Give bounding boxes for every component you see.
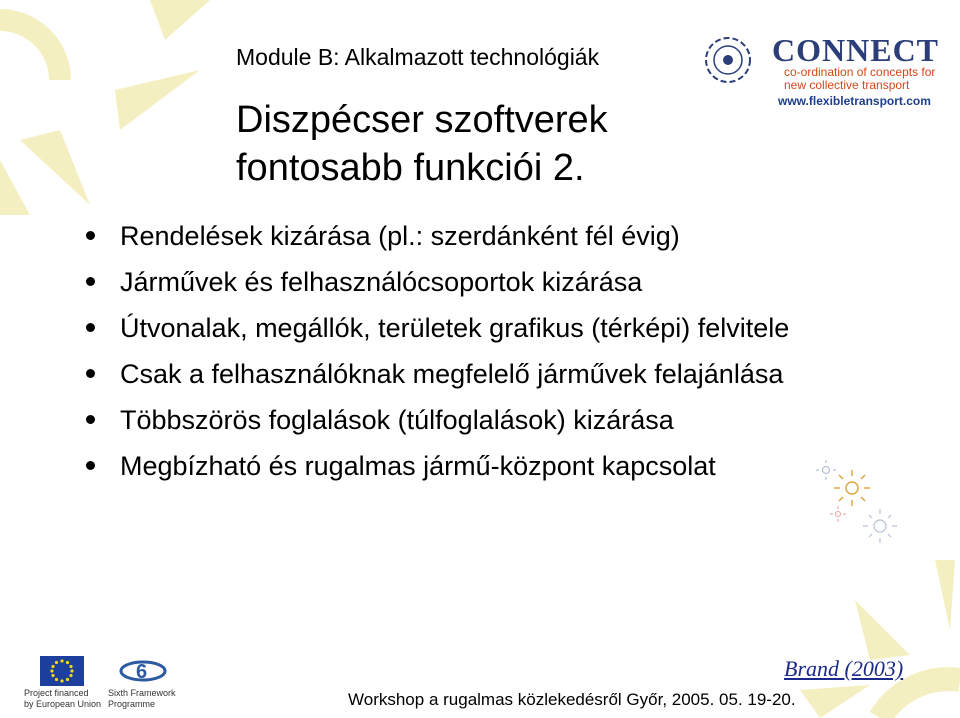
svg-text:6: 6 [136, 661, 148, 683]
bullet-item [78, 400, 858, 440]
connect-tagline [784, 66, 935, 92]
bullet-text: Megbízható és rugalmas jármű-központ kapcsolat [120, 451, 716, 481]
connect-logo-text: CONNECT [772, 32, 940, 68]
bullet-dot-icon [86, 231, 95, 240]
bullet-item [78, 308, 858, 348]
fp6-line: Programme [108, 699, 156, 709]
bullet-text: Rendelések kizárása (pl.: szerdánként fél évig) [120, 221, 680, 251]
fp6-logo-icon [118, 656, 168, 686]
bullet-dot-icon [86, 369, 95, 378]
fp6-label [108, 688, 176, 710]
bullet-text: Útvonalak, megállók, területek grafikus (térképi) felvitele [120, 313, 790, 343]
bullet-list [78, 216, 858, 492]
bullet-item [78, 446, 858, 486]
eu-funding-label [24, 688, 101, 710]
website-link[interactable]: www.flexibletransport.com [778, 94, 931, 108]
eu-flag-icon [40, 656, 84, 686]
workshop-footer: Workshop a rugalmas közlekedésről Győr, 2005. 05. 19-20. [348, 690, 796, 709]
bullet-text: Csak a felhasználóknak megfelelő járművek felajánlása [120, 359, 784, 389]
module-title: Module B: Alkalmazott technológiák [236, 44, 600, 70]
bullet-text: Járművek és felhasználócsoportok kizárása [120, 267, 643, 297]
slide-title-line: Diszpécser szoftverek [236, 99, 608, 141]
bullet-dot-icon [86, 415, 95, 424]
slide-title [236, 96, 608, 192]
bullet-text: Többszörös foglalások (túlfoglalások) kizárása [120, 405, 674, 435]
eu-funding-line: by European Union [24, 699, 102, 709]
bullet-dot-icon [86, 323, 95, 332]
sun-decoration-icon [0, 0, 230, 220]
fp6-line: Sixth Framework [108, 688, 176, 698]
tagline-line: new collective transport [784, 78, 910, 92]
brand-reference-link[interactable]: Brand (2003) [784, 656, 904, 681]
bullet-item [78, 216, 858, 256]
eu-funding-line: Project financed [24, 688, 89, 698]
slide-title-line: fontosabb funkciói 2. [236, 147, 585, 189]
bullet-dot-icon [86, 277, 95, 286]
tagline-line: co-ordination of concepts for [784, 65, 936, 79]
bullet-item [78, 262, 858, 302]
bullet-item [78, 354, 858, 394]
bullet-dot-icon [86, 461, 95, 470]
